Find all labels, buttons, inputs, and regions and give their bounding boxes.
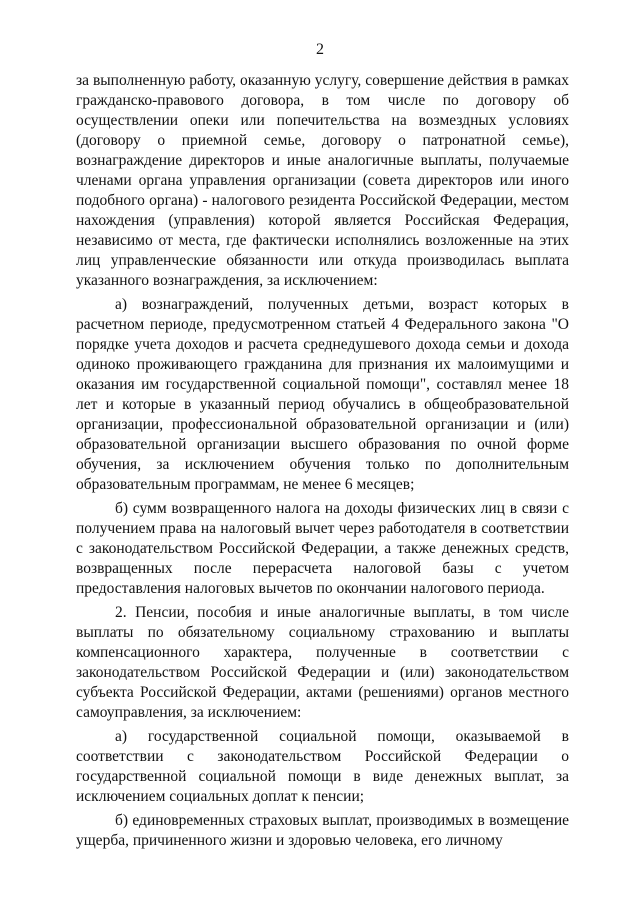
- paragraph-item-a: а) вознаграждений, полученных детьми, возраст которых в расчетном периоде, предусмотренном статьей 4 Федерального закона "О порядке учета доходов и расчета среднедушевого дохода семьи и дохода одиноко проживающего гражданина для признания их малоимущими и оказания им государственной социальной помощи", составлял менее 18 лет и которые в указанный период обучались в общеобразовательной организации, профессиональной образовательной организации и (или) образовательной организации высшего образования по очной форме обучения, за исключением обучения только по дополнительным образовательным программам, не менее 6 месяцев;: [76, 296, 569, 493]
- document-body: [76, 71, 569, 851]
- paragraph-item-b: б) сумм возвращенного налога на доходы физических лиц в связи с получением права на налоговый вычет через работодателя в соответствии с законодательством Российской Федерации, а также денежных средств, возвращенных после перерасчета налоговой базы с учетом предоставления налоговых вычетов по окончании налогового периода.: [76, 500, 569, 597]
- paragraph-section-2-item-b: б) единовременных страховых выплат, производимых в возмещение ущерба, причиненного жизни и здоровью человека, его личному: [76, 812, 569, 849]
- paragraph-section-2: 2. Пенсии, пособия и иные аналогичные выплаты, в том числе выплаты по обязательному социальному страхованию и выплаты компенсационного характера, полученные в соответствии с законодательством Российской Федерации и (или) законодательством субъекта Российской Федерации, актами (решениями) органов местного самоуправления, за исключением:: [76, 604, 569, 721]
- paragraph-intro: за выполненную работу, оказанную услугу, совершение действия в рамках гражданско-правового договора, в том числе по договору об осуществлении опеки или попечительства на возмездных условиях (договору о приемной семье, договору о патронатной семье), вознаграждение директоров и иные аналогичные выплаты, получаемые членами органа управления организации (совета директоров или иного подобного органа) - налогового резидента Российской Федерации, местом нахождения (управления) которой является Российская Федерация, независимо от места, где фактически исполнялись возложенные на этих лиц управленческие обязанности или откуда производилась выплата указанного вознаграждения, за исключением:: [76, 72, 569, 289]
- paragraph-section-2-item-a: а) государственной социальной помощи, оказываемой в соответствии с законодательством Российской Федерации о государственной социальной помощи в виде денежных выплат, за исключением социальных доплат к пенсии;: [76, 728, 569, 805]
- page-number: 2: [316, 41, 324, 58]
